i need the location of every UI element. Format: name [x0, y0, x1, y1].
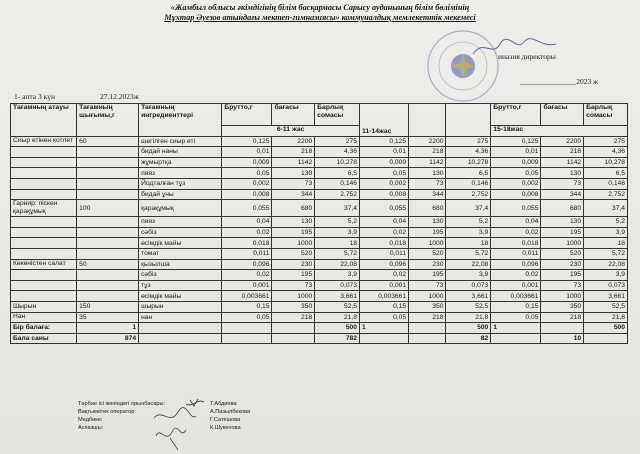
table-row [11, 157, 628, 168]
table-cell [11, 168, 77, 179]
table-cell: сәбіз [139, 270, 222, 281]
table-cell: 218 [272, 147, 315, 158]
table-cell: 0,011 [360, 248, 409, 259]
table-cell [77, 227, 139, 238]
table-cell: жұмыртқа [139, 157, 222, 168]
table-row [11, 178, 628, 189]
table-cell: 73 [541, 280, 584, 291]
table-cell: 0,011 [222, 248, 272, 259]
col-price-1: бағасы [272, 104, 315, 126]
col-sum-3: Барлық сомасы [584, 104, 628, 126]
table-cell: 0,001 [491, 280, 541, 291]
table-cell: 1000 [541, 291, 584, 302]
table-cell: 2200 [272, 136, 315, 147]
table-cell: 344 [409, 189, 446, 200]
table-cell: 680 [272, 200, 315, 217]
table-cell: 5,2 [584, 217, 628, 228]
table-cell: 130 [541, 217, 584, 228]
table-cell: 0,02 [222, 270, 272, 281]
table-cell: 10,278 [315, 157, 360, 168]
table-cell: пияз [139, 168, 222, 179]
table-cell: 35 [77, 312, 139, 323]
total-per-child-f: 500 [584, 323, 628, 334]
age-group-2: 11-14жас [360, 104, 409, 137]
table-cell: 0,01 [360, 147, 409, 158]
table-cell: 1000 [272, 291, 315, 302]
total-per-child-e: 1 [491, 323, 541, 334]
table-cell: томат [139, 248, 222, 259]
table-cell: 130 [409, 168, 446, 179]
table-cell: 52,5 [584, 301, 628, 312]
table-cell [77, 168, 139, 179]
table-cell: 218 [272, 312, 315, 323]
table-cell: 0,008 [222, 189, 272, 200]
table-cell: 52,5 [315, 301, 360, 312]
table-cell: 0,009 [491, 157, 541, 168]
table-cell: 0,125 [491, 136, 541, 147]
table-row [11, 291, 628, 302]
table-cell [77, 189, 139, 200]
col-ingredients: Тағамның ингредиенттері [139, 104, 222, 137]
table-cell [11, 238, 77, 249]
table-cell: 0,008 [360, 189, 409, 200]
table-cell [11, 157, 77, 168]
table-cell: 3,9 [584, 270, 628, 281]
table-cell: 0,073 [315, 280, 360, 291]
table-cell: 22,08 [584, 259, 628, 270]
table-cell: 520 [541, 248, 584, 259]
table-cell: 0,096 [491, 259, 541, 270]
header-line-1: «Жамбыл облысы әкімдігінің білім басқармасы Сарысу ауданының білім бөлімінің [170, 3, 470, 12]
table-cell: 150 [77, 301, 139, 312]
children-count-label: Бала саны [11, 333, 77, 344]
col-name: Тағамның атауы [11, 104, 77, 137]
table-cell [77, 147, 139, 158]
table-cell: 0,05 [360, 312, 409, 323]
table-cell: 0,02 [360, 227, 409, 238]
table-row [11, 189, 628, 200]
table-cell: 0,146 [315, 178, 360, 189]
table-cell: 60 [77, 136, 139, 147]
table-cell: 1000 [541, 238, 584, 249]
table-cell: 0,15 [222, 301, 272, 312]
table-cell: 350 [272, 301, 315, 312]
table-cell: 0,096 [222, 259, 272, 270]
footer-names [210, 400, 250, 432]
table-cell: 0,011 [491, 248, 541, 259]
table-cell: 5,2 [315, 217, 360, 228]
menu-table [10, 103, 628, 344]
table-cell: 5,72 [446, 248, 491, 259]
table-cell: 1000 [409, 238, 446, 249]
table-cell: 350 [541, 301, 584, 312]
table-cell: 0,018 [222, 238, 272, 249]
table-cell [11, 189, 77, 200]
total-per-child-a: 1 [77, 323, 139, 334]
table-cell [11, 270, 77, 281]
table-cell: 5,72 [315, 248, 360, 259]
table-cell: 3,9 [315, 270, 360, 281]
table-cell: шегілген сиыр еті [139, 136, 222, 147]
table-cell: 218 [409, 147, 446, 158]
table-cell: 4,36 [446, 147, 491, 158]
table-row [11, 217, 628, 228]
children-count-b: 782 [315, 333, 360, 344]
table-cell: 1000 [409, 291, 446, 302]
table-cell [11, 147, 77, 158]
table-cell: 18 [446, 238, 491, 249]
children-count-a: 874 [77, 333, 139, 344]
table-cell: 195 [409, 270, 446, 281]
approval-title: иназия директоры [498, 52, 556, 61]
table-cell [77, 280, 139, 291]
table-row [11, 312, 628, 323]
col-sum-1: Барлық сомасы [315, 104, 360, 126]
table-cell: 275 [315, 136, 360, 147]
table-cell: 0,018 [491, 238, 541, 249]
table-cell: 0,04 [491, 217, 541, 228]
table-cell: 0,001 [222, 280, 272, 291]
table-cell: 0,15 [360, 301, 409, 312]
table-row [11, 259, 628, 270]
table-cell: 18 [584, 238, 628, 249]
table-cell: 2200 [541, 136, 584, 147]
footer-name: Т.Абдиева [210, 401, 237, 407]
table-cell: 0,01 [491, 147, 541, 158]
table-cell: 6,5 [315, 168, 360, 179]
table-cell: 344 [272, 189, 315, 200]
table-cell: 0,055 [222, 200, 272, 217]
table-row [11, 227, 628, 238]
table-body [11, 136, 628, 323]
table-cell: 5,72 [584, 248, 628, 259]
table-cell: 520 [272, 248, 315, 259]
table-cell: 0,096 [360, 259, 409, 270]
table-cell: 4,36 [315, 147, 360, 158]
table-row [11, 248, 628, 259]
col-price-3: бағасы [541, 104, 584, 126]
table-cell [11, 217, 77, 228]
table-cell: 195 [541, 227, 584, 238]
table-cell: 6,5 [446, 168, 491, 179]
table-cell: өсімдік майы [139, 291, 222, 302]
footer-name: К.Шукенова [210, 425, 241, 431]
table-cell: 0,02 [491, 270, 541, 281]
table-cell: 2,752 [315, 189, 360, 200]
table-cell: 0,009 [360, 157, 409, 168]
table-row [11, 147, 628, 158]
table-cell: 275 [446, 136, 491, 147]
table-cell: 350 [409, 301, 446, 312]
table-cell: қарақұмық [139, 200, 222, 217]
table-cell: 195 [272, 270, 315, 281]
age-group-3: 15-18жас [491, 126, 628, 137]
table-cell: шырын [139, 301, 222, 312]
table-cell: Гарнир: піскен қарақұмық [11, 200, 77, 217]
table-cell: 195 [409, 227, 446, 238]
table-cell [77, 270, 139, 281]
total-per-child-b: 500 [315, 323, 360, 334]
table-cell: 1142 [409, 157, 446, 168]
children-count-c: 82 [446, 333, 491, 344]
table-cell: 3,661 [446, 291, 491, 302]
table-cell: 0,05 [360, 168, 409, 179]
table-cell: 3,661 [315, 291, 360, 302]
table-cell: 73 [409, 280, 446, 291]
footer-name: А.Пазылбекова [210, 409, 251, 415]
table-cell: Йодталған тұз [139, 178, 222, 189]
table-cell: 344 [541, 189, 584, 200]
table-cell: 680 [541, 200, 584, 217]
footer-name: Г.Сатешова [210, 417, 241, 423]
table-cell: 6,5 [584, 168, 628, 179]
table-cell: 0,001 [360, 280, 409, 291]
table-cell: 10,278 [584, 157, 628, 168]
table-cell: 21,8 [584, 312, 628, 323]
table-cell: сәбіз [139, 227, 222, 238]
table-cell: 73 [272, 178, 315, 189]
table-cell: Сиыр етінен котлет [11, 136, 77, 147]
table-cell: 0,04 [222, 217, 272, 228]
table-cell: 130 [272, 217, 315, 228]
table-cell: 2,752 [584, 189, 628, 200]
table-cell: 0,05 [222, 168, 272, 179]
table-cell: 0,003661 [360, 291, 409, 302]
table-cell: 3,661 [584, 291, 628, 302]
table-cell: 22,08 [446, 259, 491, 270]
table-cell [11, 248, 77, 259]
table-row [11, 200, 628, 217]
table-cell: 195 [272, 227, 315, 238]
children-count-row [11, 333, 628, 344]
table-cell: 2200 [409, 136, 446, 147]
children-count-d: 10 [541, 333, 584, 344]
table-cell: қызылша [139, 259, 222, 270]
table-cell [11, 280, 77, 291]
table-cell: 0,125 [222, 136, 272, 147]
table-cell: 0,009 [222, 157, 272, 168]
table-cell: 130 [272, 168, 315, 179]
table-cell: 130 [409, 217, 446, 228]
table-cell: 4,36 [584, 147, 628, 158]
footer-role: Тәрбие ісі жөніндегі орынбасары: [78, 401, 166, 407]
table-row [11, 168, 628, 179]
table-cell: 0,02 [491, 227, 541, 238]
table-cell [11, 291, 77, 302]
table-cell: 0,002 [360, 178, 409, 189]
table-row [11, 270, 628, 281]
table-cell [77, 248, 139, 259]
table-cell: бидай ұны [139, 189, 222, 200]
footer-role: Медбике: [78, 417, 103, 423]
table-cell: 218 [541, 312, 584, 323]
table-cell [11, 178, 77, 189]
total-per-child-label: Бір балаға: [11, 323, 77, 334]
table-cell: 3,9 [446, 227, 491, 238]
table-cell: 0,073 [446, 280, 491, 291]
table-cell: Нан [11, 312, 77, 323]
header-line-2: Мұхтар Әуезов атындағы мектеп-гимназиясы» коммуналдық мемлекеттік мекемесі [164, 13, 476, 22]
table-cell: 0,05 [491, 312, 541, 323]
table-cell: 37,4 [584, 200, 628, 217]
table-cell: 230 [409, 259, 446, 270]
table-cell: 52,5 [446, 301, 491, 312]
table-cell: 3,9 [315, 227, 360, 238]
approval-date: _______________2023 ж [520, 77, 599, 86]
table-cell: 218 [409, 312, 446, 323]
table-cell: 73 [409, 178, 446, 189]
table-cell: 0,055 [360, 200, 409, 217]
total-per-child-row [11, 323, 628, 334]
table-cell: 0,15 [491, 301, 541, 312]
table-cell: 50 [77, 259, 139, 270]
table-cell [77, 157, 139, 168]
table-cell: 275 [584, 136, 628, 147]
table-cell: 1000 [272, 238, 315, 249]
table-cell: 680 [409, 200, 446, 217]
table-cell: 0,008 [491, 189, 541, 200]
table-cell [77, 178, 139, 189]
table-cell: 1142 [272, 157, 315, 168]
table-cell [77, 238, 139, 249]
table-cell: 0,04 [360, 217, 409, 228]
table-cell [77, 217, 139, 228]
total-per-child-c: 1 [360, 323, 409, 334]
table-cell: 520 [409, 248, 446, 259]
table-cell: 73 [272, 280, 315, 291]
table-cell: 0,003661 [491, 291, 541, 302]
table-cell: пияз [139, 217, 222, 228]
table-cell: 5,2 [446, 217, 491, 228]
table-cell: 0,05 [491, 168, 541, 179]
table-cell: нан [139, 312, 222, 323]
table-cell: 21,8 [315, 312, 360, 323]
table-cell: 195 [541, 270, 584, 281]
table-cell: 100 [77, 200, 139, 217]
table-cell: 230 [541, 259, 584, 270]
table-cell: 10,278 [446, 157, 491, 168]
age-group-1: 6-11 жас [222, 126, 360, 137]
table-cell: 0,055 [491, 200, 541, 217]
table-row [11, 136, 628, 147]
table-cell: 73 [541, 178, 584, 189]
table-header [11, 104, 628, 137]
table-row [11, 301, 628, 312]
table-cell: 0,073 [584, 280, 628, 291]
table-cell: 3,9 [584, 227, 628, 238]
table-cell [77, 291, 139, 302]
table-cell: 3,9 [446, 270, 491, 281]
table-cell: бидай наны [139, 147, 222, 158]
week-day: 1- апта 3 күн [14, 92, 55, 101]
col-brutto-3: Брутто,г [491, 104, 541, 126]
table-cell: 0,018 [360, 238, 409, 249]
table-row [11, 280, 628, 291]
table-cell: 0,02 [222, 227, 272, 238]
total-per-child-d: 500 [446, 323, 491, 334]
table-cell: өсімдік майы [139, 238, 222, 249]
table-cell: 21,8 [446, 312, 491, 323]
footer-signatures [150, 396, 208, 452]
col-brutto-1: Брутто,г [222, 104, 272, 126]
footer-role: Аспазшы: [78, 425, 104, 431]
table-cell: 0,003661 [222, 291, 272, 302]
table-cell: 37,4 [446, 200, 491, 217]
table-cell: 37,4 [315, 200, 360, 217]
table-cell: 0,002 [491, 178, 541, 189]
table-cell: 0,125 [360, 136, 409, 147]
table-row [11, 238, 628, 249]
table-cell: 0,002 [222, 178, 272, 189]
table-cell: Көкөністен салат [11, 259, 77, 270]
table-cell: 0,146 [584, 178, 628, 189]
table-cell: 2,752 [446, 189, 491, 200]
table-cell: 18 [315, 238, 360, 249]
table-cell: 230 [272, 259, 315, 270]
table-cell: 1142 [541, 157, 584, 168]
table-cell: тұз [139, 280, 222, 291]
table-cell [11, 227, 77, 238]
col-yield: Тағамның шығымы,г [77, 104, 139, 137]
menu-date: 27.12.2023ж [100, 92, 139, 101]
footer-role: Вақтыекітек оператор: [78, 409, 136, 415]
table-cell: 0,146 [446, 178, 491, 189]
table-cell: Шырын [11, 301, 77, 312]
table-cell: 218 [541, 147, 584, 158]
table-cell: 0,02 [360, 270, 409, 281]
table-cell: 0,01 [222, 147, 272, 158]
table-cell: 22,08 [315, 259, 360, 270]
table-cell: 0,05 [222, 312, 272, 323]
table-cell: 130 [541, 168, 584, 179]
